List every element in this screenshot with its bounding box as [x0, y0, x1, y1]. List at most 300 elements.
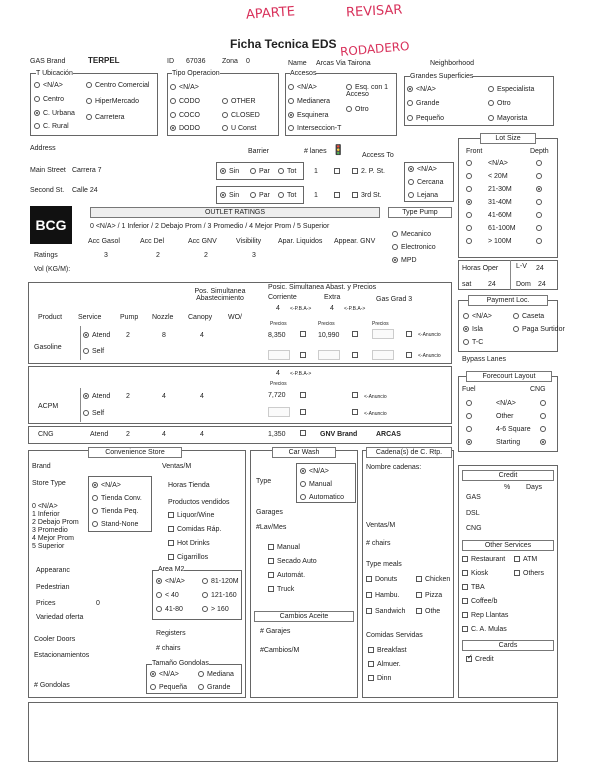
accesos-interseccion[interactable]: Interseccion-T	[288, 125, 341, 132]
area-na[interactable]: <N/A>	[156, 578, 185, 585]
credit-gas: GAS	[466, 494, 481, 501]
ubicacion-centro[interactable]: Centro	[34, 96, 64, 103]
lot-depth-1[interactable]	[536, 173, 545, 180]
radio-icon	[300, 481, 306, 487]
radio-icon	[407, 100, 413, 106]
acpm-check2[interactable]	[352, 392, 361, 399]
comida-2[interactable]: Dinn	[368, 675, 391, 682]
meal-0[interactable]: Donuts	[366, 576, 397, 583]
radio-icon	[156, 606, 162, 612]
accesos-title: Accesos	[290, 70, 317, 77]
tamano-grande[interactable]: Grande	[198, 684, 230, 691]
anuncio-4: <-Anuncio	[364, 411, 387, 417]
comida-0[interactable]: Breakfast	[368, 647, 407, 654]
nombre-cadenas-label: Nombre cadenas:	[366, 464, 422, 471]
checkbox-icon	[368, 675, 374, 681]
producto-2[interactable]: Hot Drinks	[168, 540, 210, 547]
lv-label: L-V	[516, 263, 527, 270]
lot-depth-6[interactable]	[536, 238, 545, 245]
other-service-5[interactable]: Coffee/b	[462, 598, 497, 605]
radio-icon	[540, 426, 546, 432]
lot-front-6[interactable]	[466, 238, 475, 245]
lanes2-value[interactable]: 1	[314, 192, 318, 199]
checkbox-icon	[268, 544, 274, 550]
barrier1-par[interactable]: Par	[250, 168, 270, 175]
cng-price[interactable]: 1,350	[268, 431, 286, 438]
gasoline-self-check2[interactable]	[352, 352, 361, 359]
payment-paga[interactable]: Paga Surtidor	[513, 326, 565, 333]
meal-4[interactable]: Sandwich	[366, 608, 405, 615]
gasoline-self-corr[interactable]	[268, 350, 290, 360]
cng-layout-3[interactable]	[540, 439, 549, 446]
carwash-type-label: Type	[256, 478, 272, 485]
meal-2[interactable]: Hambu.	[366, 592, 400, 599]
checkbox-icon	[366, 576, 372, 582]
store-type-peq[interactable]: Tienda Peq.	[92, 508, 139, 515]
checkbox-icon	[366, 592, 372, 598]
radio-icon	[83, 348, 89, 354]
ubicacion-c-urbana[interactable]: C. Urbana	[34, 110, 75, 117]
radio-selected-icon	[220, 192, 226, 198]
producto-3[interactable]: Cigarrillos	[168, 554, 208, 561]
radio-icon	[288, 98, 294, 104]
outlet-rating-3[interactable]: 3	[252, 252, 256, 259]
accesos-medianera[interactable]: Medianera	[288, 98, 330, 105]
store-scale-item: 3 Promedio	[32, 527, 68, 534]
radio-icon	[150, 684, 156, 690]
store-title: Convenience Store	[88, 447, 182, 458]
fuel-layout-2[interactable]	[466, 426, 475, 433]
carwash-manual[interactable]: Manual	[300, 481, 332, 488]
main-street-value[interactable]: Carrera 7	[72, 167, 102, 174]
barrier2-sin[interactable]: Sin	[220, 192, 239, 199]
area-81-120[interactable]: 81-120M	[202, 578, 239, 585]
radio-icon	[86, 98, 92, 104]
ubicacion-hipermercado[interactable]: HiperMercado	[86, 98, 139, 105]
payment-tc[interactable]: T-C	[463, 339, 483, 346]
card-credit[interactable]: ✓Credit	[466, 656, 494, 663]
posic-header: Posic. Simultanea Abast. y Precios	[268, 284, 377, 291]
radio-selected-icon	[92, 482, 98, 488]
outlet-col-2: Acc GNV	[188, 238, 217, 245]
radio-icon	[86, 82, 92, 88]
cambios-title: Cambios Aceite	[254, 611, 354, 622]
operacion-u-const[interactable]: U Const	[222, 125, 256, 132]
ubicacion-c-rural[interactable]: C. Rural	[34, 123, 69, 130]
lot-front-0[interactable]	[466, 160, 475, 167]
lav-mes-label: #Lav/Mes	[256, 524, 287, 531]
radio-icon	[170, 84, 176, 90]
gasoline-atend[interactable]: Atend	[83, 332, 110, 339]
gasoline-corr-price[interactable]: 8,350	[268, 332, 286, 339]
radio-icon	[83, 410, 89, 416]
gasoline-extra-check[interactable]	[352, 331, 361, 338]
checkbox-icon	[168, 526, 174, 532]
radio-icon	[408, 192, 414, 198]
cng-layout-1[interactable]	[540, 413, 549, 420]
extra-header: Extra	[324, 294, 341, 301]
payment-isla[interactable]: Isla	[463, 326, 483, 333]
other-service-6[interactable]: Rep Llantas	[462, 612, 508, 619]
radio-icon	[392, 244, 398, 250]
pump-mecanico[interactable]: Mecanico	[392, 231, 431, 238]
main-street-label: Main Street	[30, 167, 66, 174]
operacion-codo[interactable]: CODO	[170, 98, 200, 105]
checkbox-icon	[168, 540, 174, 546]
tamano-pequena[interactable]: Pequeña	[150, 684, 187, 691]
radio-icon	[466, 173, 472, 179]
radio-selected-icon	[34, 110, 40, 116]
outlet-rating-2[interactable]: 2	[204, 252, 208, 259]
radio-icon	[198, 684, 204, 690]
gasoline-grad3-check[interactable]	[406, 331, 415, 338]
acpm-self[interactable]: Self	[83, 410, 104, 417]
cng-pump[interactable]: 2	[126, 431, 130, 438]
forecourt-option-label: Other	[496, 413, 514, 420]
store-type-stand[interactable]: Stand-None	[92, 521, 138, 528]
radio-selected-icon	[170, 125, 176, 131]
store-chairs-label: # chairs	[156, 645, 181, 652]
pos-simultanea-header: Pos. Simultanea Abastecimiento	[194, 288, 246, 302]
fuel-layout-0[interactable]	[466, 400, 475, 407]
gnv-brand-value[interactable]: ARCAS	[376, 431, 401, 438]
col-product: Product	[38, 314, 63, 321]
area-41-80[interactable]: 41-80	[156, 606, 183, 613]
radio-selected-icon	[300, 468, 306, 474]
acpm-self-price[interactable]	[268, 407, 290, 417]
checkbox-icon	[368, 647, 374, 653]
radio-icon	[540, 413, 546, 419]
lot-front-3[interactable]	[466, 199, 475, 206]
fuel-layout-3[interactable]	[466, 439, 475, 446]
radio-icon	[463, 339, 469, 345]
access2[interactable]: 3rd St.	[352, 192, 382, 199]
radio-icon	[407, 115, 413, 121]
area-title: Area M2	[158, 566, 185, 573]
area-121-160[interactable]: 121-160	[202, 592, 237, 599]
cooler-label: Cooler Doors	[34, 636, 76, 643]
lanes1-value[interactable]: 1	[314, 168, 318, 175]
appearance-label: Appearanc	[36, 567, 70, 574]
payment-caseta[interactable]: Caseta	[513, 313, 544, 320]
radio-icon	[408, 179, 414, 185]
radio-icon	[513, 326, 519, 332]
acpm-label: ACPM	[38, 403, 59, 410]
checkbox-icon	[406, 352, 412, 358]
cng-layout-label: CNG	[530, 386, 546, 393]
anuncio-2: <-Anuncio	[418, 353, 441, 359]
checkbox-icon	[462, 556, 468, 562]
radio-icon	[288, 84, 294, 90]
payment-na[interactable]: <N/A>	[463, 313, 492, 320]
grandes-na[interactable]: <N/A>	[407, 86, 436, 93]
sat-label: sat	[462, 281, 472, 288]
access-lejana[interactable]: Lejana	[408, 192, 438, 199]
checkbox-icon	[352, 409, 358, 415]
operacion-coco[interactable]: COCO	[170, 112, 200, 119]
gasoline-self-extra[interactable]	[318, 350, 340, 360]
operacion-na[interactable]: <N/A>	[170, 84, 199, 91]
comida-1[interactable]: Almuer.	[368, 661, 401, 668]
checkbox-icon	[268, 558, 274, 564]
other-service-1[interactable]: ATM	[514, 556, 537, 563]
area-lt40[interactable]: < 40	[156, 592, 179, 599]
tamano-title: Tamaño Gondolas	[152, 660, 209, 667]
precios-label-2: Precios	[318, 321, 335, 327]
radio-icon	[278, 168, 284, 174]
radio-icon	[463, 313, 469, 319]
prices-value[interactable]: 0	[96, 600, 100, 607]
lot-depth-label: Depth	[530, 148, 549, 155]
lot-depth-0[interactable]	[536, 160, 545, 167]
lot-depth-2[interactable]	[536, 186, 545, 193]
carwash-auto[interactable]: Automatico	[300, 494, 344, 501]
cng-canopy[interactable]: 4	[200, 431, 204, 438]
radio-icon	[536, 212, 542, 218]
forecourt-option-label: Starting	[496, 439, 521, 446]
access1[interactable]: 2. P. St.	[352, 168, 385, 175]
checkbox-icon	[352, 392, 358, 398]
outlet-col-1: Acc Del	[140, 238, 165, 245]
forecourt-option-label: 4-6 Square	[496, 426, 531, 433]
lot-option-label: > 100M	[488, 238, 512, 245]
radio-icon	[34, 82, 40, 88]
radio-icon	[34, 96, 40, 102]
access-cercana[interactable]: Cercana	[408, 179, 443, 186]
radio-icon	[198, 671, 204, 677]
pump-electronico[interactable]: Electronico	[392, 244, 436, 251]
accesos-otro[interactable]: Otro	[346, 106, 369, 113]
gasoline-self[interactable]: Self	[83, 348, 104, 355]
lot-front-4[interactable]	[466, 212, 475, 219]
carwash-service-2[interactable]: Automát.	[268, 572, 305, 579]
gas-brand-value[interactable]: TERPEL	[88, 56, 120, 65]
acpm-pump[interactable]: 2	[126, 393, 130, 400]
gasoline-corr-check[interactable]	[300, 331, 309, 338]
checkbox-icon	[352, 168, 358, 174]
cng-label: CNG	[38, 431, 54, 438]
store-type-conv[interactable]: Tienda Conv.	[92, 495, 142, 502]
cng-check[interactable]	[300, 430, 309, 437]
checkbox-icon	[168, 512, 174, 518]
vol-label: Vol (KG/M):	[34, 266, 71, 273]
pba-marker-1: <-P.B.A->	[290, 306, 312, 312]
producto-1[interactable]: Comidas Ráp.	[168, 526, 221, 533]
grandes-mayorista[interactable]: Mayorista	[488, 115, 527, 122]
accesos-esq-1[interactable]: Esq. con 1 Acceso	[346, 84, 389, 98]
acpm-nozzle[interactable]: 4	[162, 393, 166, 400]
radio-icon	[202, 606, 208, 612]
second-street-label: Second St.	[30, 187, 65, 194]
fuel-label: Fuel	[462, 386, 476, 393]
gasoline-self-check3[interactable]	[406, 352, 415, 359]
ubicacion-carretera[interactable]: Carretera	[86, 114, 125, 121]
cng-layout-0[interactable]	[540, 400, 549, 407]
checkbox-icon	[352, 192, 358, 198]
radio-icon	[466, 400, 472, 406]
col-wo: WO/	[228, 314, 242, 321]
lot-option-label: < 20M	[488, 173, 508, 180]
gasoline-grad3-price[interactable]	[372, 329, 394, 339]
pba-marker-3: <-P.B.A->	[290, 371, 312, 377]
col-canopy: Canopy	[188, 314, 213, 321]
checkbox-icon	[514, 556, 520, 562]
grandes-especialista[interactable]: Especialista	[488, 86, 534, 93]
barrier2-tot[interactable]: Tot	[278, 192, 296, 199]
pump-mpd[interactable]: MPD	[392, 257, 417, 264]
ratings-label: Ratings	[34, 252, 58, 259]
check-1[interactable]	[334, 168, 343, 175]
area-gt160[interactable]: > 160	[202, 606, 229, 613]
meal-1[interactable]: Chicken	[416, 576, 450, 583]
zona-value[interactable]: 0	[246, 58, 250, 65]
radio-icon	[488, 86, 494, 92]
gasoline-self-grad3[interactable]	[372, 350, 394, 360]
lot-option-label: 21-30M	[488, 186, 512, 193]
accesos-esquinera[interactable]: Esquinera	[288, 112, 329, 119]
estac-label: Estacionamientos	[34, 652, 90, 659]
comments-area[interactable]	[28, 702, 558, 762]
checkbox-icon	[514, 570, 520, 576]
acpm-check[interactable]	[300, 392, 309, 399]
operacion-other[interactable]: OTHER	[222, 98, 256, 105]
anuncio-1: <-Anuncio	[418, 332, 441, 338]
other-service-7[interactable]: C. A. Mulas	[462, 626, 507, 633]
carwash-na[interactable]: <N/A>	[300, 468, 329, 475]
lot-option-label: 31-40M	[488, 199, 512, 206]
outlet-rating-0[interactable]: 3	[104, 252, 108, 259]
checkbox-icon	[416, 592, 422, 598]
operacion-closed[interactable]: CLOSED	[222, 112, 260, 119]
outlet-ratings-title: OUTLET RATINGS	[90, 207, 380, 218]
name-value[interactable]: Arcas Via Tairona	[316, 60, 371, 67]
operacion-dodo[interactable]: DODO	[170, 125, 200, 132]
radio-icon	[536, 173, 542, 179]
corr-count: 4	[276, 305, 280, 312]
lot-front-1[interactable]	[466, 173, 475, 180]
ubicacion-na[interactable]: <N/A>	[34, 82, 63, 89]
credit-cng: CNG	[466, 525, 482, 532]
cng-nozzle[interactable]: 4	[162, 431, 166, 438]
acpm-self-check2[interactable]	[352, 409, 361, 416]
accesos-na[interactable]: <N/A>	[288, 84, 317, 91]
lot-depth-5[interactable]	[536, 225, 545, 232]
ubicacion-title: T Ubicación	[36, 70, 73, 77]
radio-selected-icon	[466, 199, 472, 205]
grandes-otro[interactable]: Otro	[488, 100, 511, 107]
store-type-na[interactable]: <N/A>	[92, 482, 121, 489]
outlet-col-0: Acc Gasol	[88, 238, 120, 245]
radio-icon	[92, 495, 98, 501]
dom-value[interactable]: 24	[538, 281, 546, 288]
cng-layout-2[interactable]	[540, 426, 549, 433]
radio-icon	[513, 313, 519, 319]
lv-value[interactable]: 24	[536, 265, 544, 272]
lot-depth-4[interactable]	[536, 212, 545, 219]
lot-front-2[interactable]	[466, 186, 475, 193]
checkbox-icon	[300, 392, 306, 398]
barrier1-tot[interactable]: Tot	[278, 168, 296, 175]
access-na[interactable]: <N/A>	[408, 166, 437, 173]
radio-icon	[536, 160, 542, 166]
neighborhood-label: Neighborhood	[430, 60, 474, 67]
checkbox-icon	[366, 608, 372, 614]
grandes-grande[interactable]: Grande	[407, 100, 439, 107]
acpm-self-check[interactable]	[300, 409, 309, 416]
barrier2-par[interactable]: Par	[250, 192, 270, 199]
gasoline-pump[interactable]: 2	[126, 332, 130, 339]
radio-selected-icon	[407, 86, 413, 92]
barrier1-sin[interactable]: Sin	[220, 168, 239, 175]
fuel-layout-1[interactable]	[466, 413, 475, 420]
comidas-servidas-label: Comidas Servidas	[366, 632, 423, 639]
check-2[interactable]	[334, 192, 343, 199]
grandes-pequeno[interactable]: Pequeño	[407, 115, 444, 122]
second-street-value[interactable]: Calle 24	[72, 187, 98, 194]
forecourt-option-label: <N/A>	[496, 400, 516, 407]
outlet-rating-1[interactable]: 2	[156, 252, 160, 259]
checkbox-icon	[352, 331, 358, 337]
acpm-canopy[interactable]: 4	[200, 393, 204, 400]
grandes-title: Grandes Superficies	[410, 73, 474, 80]
other-service-3[interactable]: Others	[514, 570, 544, 577]
other-service-2[interactable]: Kiosk	[462, 570, 488, 577]
horas-tienda-label: Horas Tienda	[168, 482, 210, 489]
acpm-atend[interactable]: Atend	[83, 393, 110, 400]
gasoline-self-check1[interactable]	[300, 352, 309, 359]
id-value[interactable]: 67036	[186, 58, 206, 65]
radio-selected-icon	[83, 332, 89, 338]
ubicacion-centro-comercial[interactable]: Centro Comercial	[86, 82, 149, 89]
outlet-scale: 0 <N/A> / 1 Inferior / 2 Debajo Prom / 3 Promedio / 4 Mejor Prom / 5 Superior	[90, 223, 330, 230]
producto-0[interactable]: Liquor/Wine	[168, 512, 214, 519]
radio-icon	[170, 112, 176, 118]
lot-front-5[interactable]	[466, 225, 475, 232]
radio-selected-icon	[466, 439, 472, 445]
other-service-4[interactable]: TBA	[462, 584, 485, 591]
lot-depth-3[interactable]	[536, 199, 545, 206]
acpm-price[interactable]: 7,720	[268, 392, 286, 399]
payment-title: Payment Loc.	[468, 295, 548, 306]
extra-count: 4	[330, 305, 334, 312]
meal-5[interactable]: Othe	[416, 608, 440, 615]
gasoline-extra-price[interactable]: 10,990	[318, 332, 340, 339]
checkbox-icon	[334, 168, 340, 174]
carwash-service-3[interactable]: Truck	[268, 586, 294, 593]
gas-brand-label: GAS Brand	[30, 58, 66, 65]
radio-icon	[202, 592, 208, 598]
registers-label: Registers	[156, 630, 186, 637]
radio-selected-icon	[156, 578, 162, 584]
checkbox-icon	[416, 608, 422, 614]
radio-icon	[466, 426, 472, 432]
store-scale-item: 4 Mejor Prom	[32, 535, 75, 542]
tamano-na[interactable]: <N/A>	[150, 671, 179, 678]
gasoline-canopy[interactable]: 4	[200, 332, 204, 339]
checkbox-icon	[300, 409, 306, 415]
zona-label: Zona	[222, 58, 238, 65]
meal-3[interactable]: Pizza	[416, 592, 442, 599]
sat-value[interactable]: 24	[488, 281, 496, 288]
gasoline-nozzle[interactable]: 8	[162, 332, 166, 339]
carwash-service-0[interactable]: Manual	[268, 544, 300, 551]
tamano-mediana[interactable]: Mediana	[198, 671, 234, 678]
radio-icon	[536, 199, 542, 205]
radio-icon	[288, 125, 294, 131]
other-service-0[interactable]: Restaurant	[462, 556, 505, 563]
carwash-service-1[interactable]: Secado Auto	[268, 558, 317, 565]
store-scale-item: 5 Superior	[32, 543, 65, 550]
